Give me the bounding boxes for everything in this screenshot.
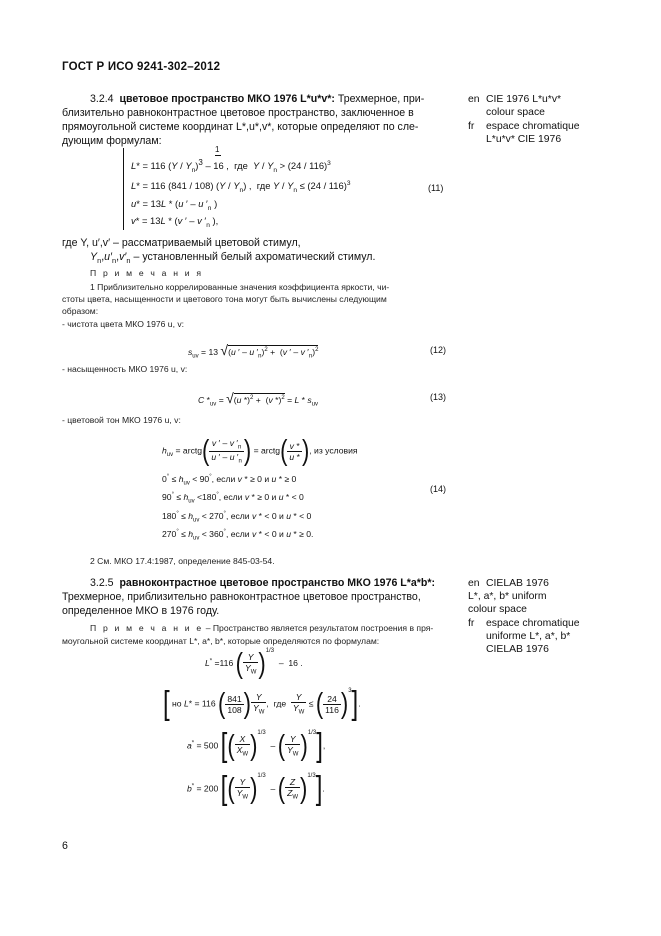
eq14-row4: $180^\circ \le h_{uv} < 270^\circ$, если v * < 0 и u * < 0 [162, 511, 312, 524]
condition-label: , из условия [309, 445, 358, 456]
page-number: 6 [62, 840, 68, 852]
note1-line3: образом: [62, 306, 99, 316]
equation-number-14: (14) [430, 484, 447, 494]
note-3-2-5-line1 [90, 623, 433, 635]
where-line2-text: – установленный белый ахроматический стимул. [130, 251, 376, 263]
lang-code-en: en [468, 578, 480, 589]
eq-lab-L-low: [ но L* = 116 ( $\frac{841}{108}$ ) $\frac{Y}{Y_W}$ , где $\frac{Y}{Y_W}$ ≤ ( $\frac{24}{116}$ )$^3$]. [163, 684, 361, 723]
eq14-row1: $h_{uv}$ = arctg( $\frac{v ' - v '_n}{u ' - u '_n}$ ) = arctg( $\frac{v *}{u *}$ ), из условия [162, 434, 358, 467]
note-3-2-5-line2: моугольной системе координат L*, a*, b*, которые определяются по формулам: [62, 636, 380, 646]
term-number: 3.2.5 [90, 577, 114, 589]
eq-lab-L: L* =116 ( $\frac{Y}{Y_W}$ )$^{1/3}$ – 16 . [205, 646, 303, 680]
eq-lab-b: b* = 200 [( $\frac{Y}{Y_W}$ )$^{1/3}$ – ( $\frac{Z}{Z_W}$ )$^{1/3}$]. [187, 769, 325, 808]
equation-brace [123, 148, 130, 230]
side-en-line2: L*, a*, b* uniform [468, 591, 547, 602]
side-terms-3-2-5 [468, 577, 648, 667]
notes-label: П р и м е ч а н и я [90, 268, 204, 278]
side-en-line1: CIE 1976 L*u*v* [486, 94, 562, 105]
term-3-2-5-line2: Трехмерное, приблизительно равноконтрастное цветовое пространство, [62, 591, 421, 603]
side-en-line1: CIELAB 1976 [486, 578, 549, 589]
saturation-label: - насыщенность МКО 1976 u, v: [62, 364, 188, 374]
where-line2: $Y_n,u'_n,v'_n$ – установленный белый ахроматический стимул. [90, 251, 376, 266]
side-en-line2: colour space [486, 107, 545, 118]
term-number: 3.2.4 [90, 93, 114, 105]
term-title: цветовое пространство МКО 1976 L*u*v*: [119, 93, 335, 105]
eq-lab-a: a* = 500 [( $\frac{X}{X_W}$ )$^{1/3}$ – ( $\frac{Y}{Y_W}$ )$^{1/3}$], [187, 726, 326, 765]
equation-number-12: (12) [430, 345, 447, 355]
side-fr-line2: L*u*v* CIE 1976 [486, 134, 562, 145]
lang-code-fr: fr [468, 121, 475, 132]
purity-label: - чистота цвета МКО 1976 u, v: [62, 319, 185, 329]
term-3-2-4-line3: прямоугольной системе координат L*,u*,v*, которые определяют по сле- [62, 121, 419, 133]
document-header: ГОСТ Р ИСО 9241-302–2012 [62, 61, 221, 73]
lang-code-en: en [468, 94, 480, 105]
term-title: равноконтрастное цветовое пространство МКО 1976 L*a*b*: [119, 577, 436, 589]
side-en-line3: colour space [468, 604, 527, 615]
hue-label: - цветовой тон МКО 1976 u, v: [62, 415, 181, 425]
side-fr-line2: uniforme L*, a*, b* [486, 631, 571, 642]
eq13: C $*_{uv} = √(u$ *)$^2$ + (v $*)^2 = L * s_{uv}$ [198, 390, 319, 408]
term-3-2-5-line3: определенное МКО в 1976 году. [62, 605, 220, 617]
term-3-2-5-line1 [90, 577, 435, 591]
eq14-row3: $90^\circ \le h_{uv} <180^\circ$, если v * ≥ 0 и u * < 0 [162, 492, 304, 505]
note1-line2: стоты цвета, насыщенности и цветового тона могут быть вычислены следующим [62, 294, 387, 304]
note2: 2 См. МКО 17.4:1987, определение 845-03-54. [90, 556, 275, 566]
side-fr-line1: espace chromatique [486, 121, 580, 132]
equation-number-11: (11) [428, 183, 444, 193]
equation-number-13: (13) [430, 392, 447, 402]
eq11-row3: u* = 13L * (u ′ – u $'_n$ ) [131, 198, 218, 212]
term-3-2-4-line4: дующим формулам: [62, 135, 162, 147]
eq14-row2: $0^\circ \le h_{uv} < 90^\circ$, если v * ≥ 0 и u * ≥ 0 [162, 474, 297, 487]
note1-line1: 1 Приблизительно коррелированные значения коэффициента яркости, чи- [90, 282, 390, 292]
where-line1: где Y, u′,v′ – рассматриваемый цветовой стимул, [62, 237, 301, 249]
term-3-2-4-line2: близительно равноконтрастное цветовое пространство, заключенное в [62, 107, 414, 119]
lang-code-fr: fr [468, 618, 475, 629]
eq11-row4: v* = 13L * (v ′ – v $'_n$ ), [131, 215, 219, 229]
side-fr-line1: espace chromatique [486, 618, 580, 629]
side-fr-line3: CIELAB 1976 [486, 644, 549, 655]
note-label: П р и м е ч а н и е [90, 623, 204, 633]
eq12: $s_{uv} = 13$ √(u ′ – u $'_n)^2 + (v$ ′ – v $'_n)^2$ [188, 342, 319, 360]
note-text: – Пространство является результатом построения в пря- [203, 623, 434, 633]
term-text: Трехмерное, при- [334, 93, 425, 105]
eq11-row2: L* = 116 (841 / 108) $(Y / Y_n)$ , где $Y / Y_n \le (24 / 116)^3$ [131, 180, 351, 194]
term-3-2-4-line1 [90, 93, 450, 107]
side-terms-3-2-4 [468, 93, 648, 153]
eq14-row5: $270^\circ \le h_{uv} < 360^\circ$, если v * < 0 и u * ≥ 0. [162, 529, 314, 542]
